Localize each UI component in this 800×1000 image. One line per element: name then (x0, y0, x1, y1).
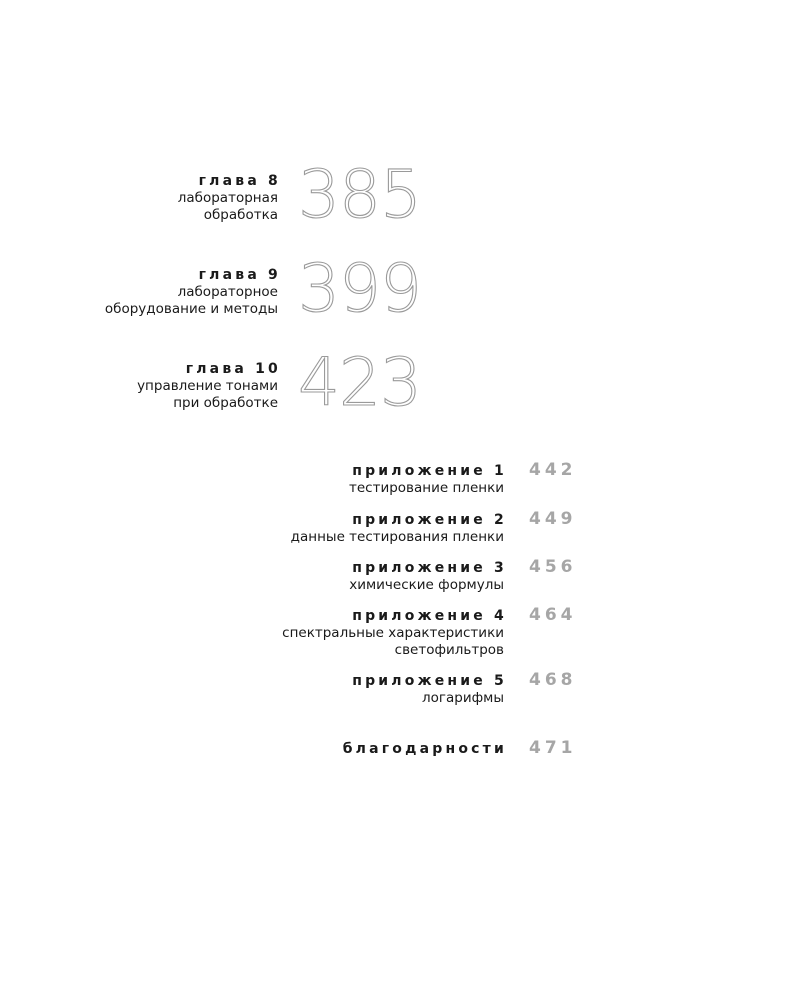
appendix-subtitle-line: спектральные характеристики (282, 625, 504, 641)
acknowledgements-page-number: 471 (529, 738, 577, 758)
appendix-page-number: 456 (529, 557, 577, 577)
chapter-subtitle-line: оборудование и методы (104, 300, 278, 317)
appendix-page-number: 449 (529, 509, 577, 529)
chapter-subtitle-line: лабораторное (177, 284, 278, 300)
appendix-heading: приложение 4 (352, 608, 507, 624)
chapter-subtitle-line: при обработке (173, 394, 278, 411)
appendix-text (349, 559, 507, 594)
appendix-text (290, 511, 507, 546)
chapter-heading: глава 8 (198, 173, 281, 189)
appendix-page-number: 468 (529, 670, 577, 690)
chapter-text (104, 266, 281, 317)
appendix-page-number: 464 (529, 605, 577, 625)
appendix-heading: приложение 3 (352, 560, 507, 576)
chapter-heading: глава 9 (198, 267, 281, 283)
appendix-subtitle-line: светофильтров (394, 641, 504, 658)
acknowledgements-text (342, 740, 507, 758)
chapter-text (177, 172, 281, 223)
appendix-page-number: 442 (529, 460, 577, 480)
appendix-heading: приложение 1 (352, 463, 507, 479)
chapter-subtitle-line: лабораторная (177, 190, 278, 206)
appendix-subtitle-line: тестирование пленки (349, 480, 504, 496)
toc-chapter-8[interactable] (0, 156, 800, 262)
chapter-heading: глава 10 (185, 361, 281, 377)
chapter-page-number: 385 (298, 156, 421, 233)
chapter-page-number: 399 (298, 250, 421, 327)
toc-chapter-9[interactable] (0, 250, 800, 356)
appendix-text (282, 607, 507, 658)
toc-chapter-10[interactable] (0, 344, 800, 450)
appendix-heading: приложение 5 (352, 673, 507, 689)
chapter-text (137, 360, 281, 411)
chapter-subtitle-line: управление тонами (137, 378, 278, 394)
appendix-subtitle-line: данные тестирования пленки (290, 529, 504, 545)
appendix-subtitle-line: химические формулы (349, 577, 504, 593)
acknowledgements-heading: благодарности (342, 741, 507, 757)
chapter-page-number: 423 (298, 344, 421, 421)
chapter-subtitle-line: обработка (203, 206, 278, 223)
appendix-text (352, 672, 507, 707)
appendix-heading: приложение 2 (352, 512, 507, 528)
appendix-subtitle-line: логарифмы (422, 690, 504, 706)
appendix-text (349, 462, 507, 497)
